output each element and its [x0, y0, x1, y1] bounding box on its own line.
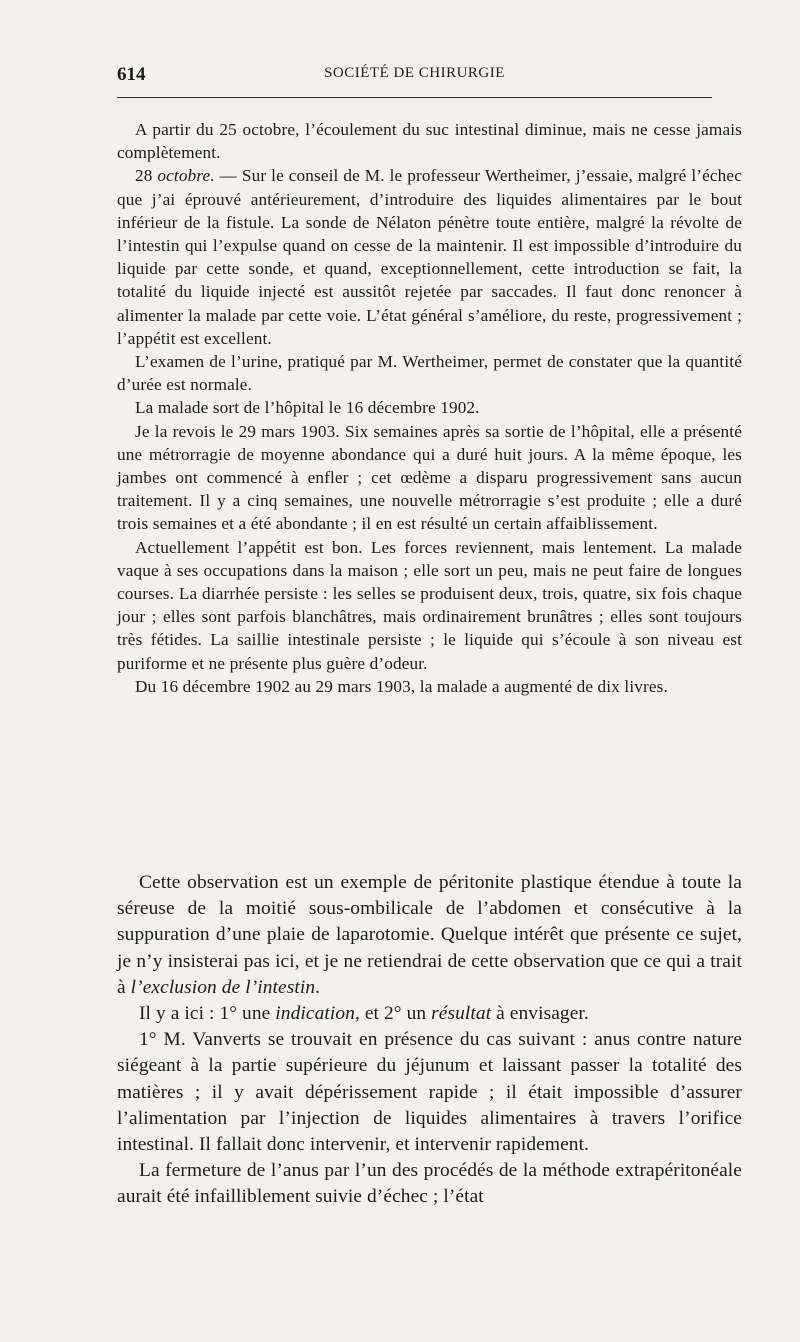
paragraph: Je la revois le 29 mars 1903. Six semaines après sa sortie de l’hôpital, elle a présenté une métrorragie de moyenne abondance qui a duré huit jours. A la même époque, les jambes ont commencé à enfler ; cet œdème a disparu progressivement sans aucun traitement. Il y a cinq semaines, une nouvelle métrorragie s’est produite ; elle a duré trois semaines et a été abondante ; il en est résulté un certain affaiblissement. — [117, 421, 742, 534]
paragraph-text: — Sur le conseil de M. le professeur Wertheimer, j’essaie, malgré l’échec que j’ai éprouvé antérieurement, d’introduire des liquides alimentaires par le bout inférieur de la fistule. La sonde de Nélaton pénètre toute entière, malgré la révolte de l’intestin qui l’expulse quand on cesse de la maintenir. Il est impossible d’introduire du liquide par cette sonde, et quand, exceptionnellement, cette introduction se fait, la totalité du liquide injecté est aussitôt rejetée par saccades. Il faut donc renoncer à alimenter la malade par cette voie. L’état général s’améliore, du reste, progressivement ; l’appétit est excellent. — [117, 166, 742, 348]
paragraph: Actuellement l’appétit est bon. Les forces reviennent, mais lentement. La malade vaque à ses occupations dans la maison ; elle sort un peu, mais ne peut faire de longues courses. La diarrhée persiste : les selles se produisent deux, trois, quatre, six fois chaque jour ; elles sont parfois blanchâtres, mais ordinairement brunâtres ; elles sont toujours très fétides. La saillie intestinale persiste ; le liquide qui s’écoule à son niveau est puriforme et ne présente plus guère d’odeur. — [117, 537, 742, 673]
paragraph — [117, 164, 742, 350]
paragraph: 1° M. Vanverts se trouvait en présence du cas suivant : anus contre nature siégeant à la partie supérieure du jéjunum et laissant passer la totalité des matières ; il y avait dépérissement rapide ; il était impossible d’assurer l’alimentation par l’injection de liquides alimentaires à travers l’orifice intestinal. Il fallait donc intervenir, et intervenir rapidement. — [117, 1029, 742, 1156]
page-header — [117, 60, 712, 90]
paragraph-text: Cette observation est un exemple de péritonite plastique étendue à toute la séreuse de la moitié sous-ombilicale de l’abdomen et consécutive à la suppuration d’une plaie de laparotomie. Quelque intérêt que présente ce sujet, je n’y insisterai pas ici, et je ne retiendrai de cette observation que ce qui a trait à — [117, 872, 742, 998]
paragraph: L’examen de l’urine, pratiqué par M. Wertheimer, permet de constater que la quantité d’urée est normale. — [117, 352, 742, 395]
paragraph — [117, 1001, 742, 1027]
paragraph-text: à envisager. — [491, 1003, 589, 1025]
paragraph: La fermeture de l’anus par l’un des procédés de la méthode extrapéritonéale aurait été infailliblement suivie d’échec ; l’état — [117, 1160, 742, 1208]
paragraph: A partir du 25 octobre, l’écoulement du suc intestinal diminue, mais ne cesse jamais complètement. — [117, 120, 742, 163]
page-number: 614 — [117, 64, 146, 85]
paragraph-end: . — [315, 976, 321, 998]
paragraph-text: , et 2° un — [354, 1003, 432, 1025]
italic-term: indication — [275, 1003, 355, 1025]
date-day: 28 — [135, 166, 153, 186]
paragraph-text: Il y a ici : 1° une — [139, 1003, 276, 1025]
italic-term: l’exclusion de l’intestin — [130, 976, 316, 998]
date-month: octobre. — [157, 166, 215, 186]
header-rule — [117, 97, 712, 98]
paragraph: Du 16 décembre 1902 au 29 mars 1903, la malade a augmenté de dix livres. — [135, 676, 668, 696]
paragraph — [117, 870, 742, 1001]
commentary-text — [117, 870, 742, 1211]
running-title: SOCIÉTÉ DE CHIRURGIE — [324, 65, 505, 81]
observation-text — [117, 118, 742, 698]
italic-term: résultat — [431, 1003, 492, 1025]
paragraph: La malade sort de l’hôpital le 16 décembre 1902. — [135, 398, 480, 418]
